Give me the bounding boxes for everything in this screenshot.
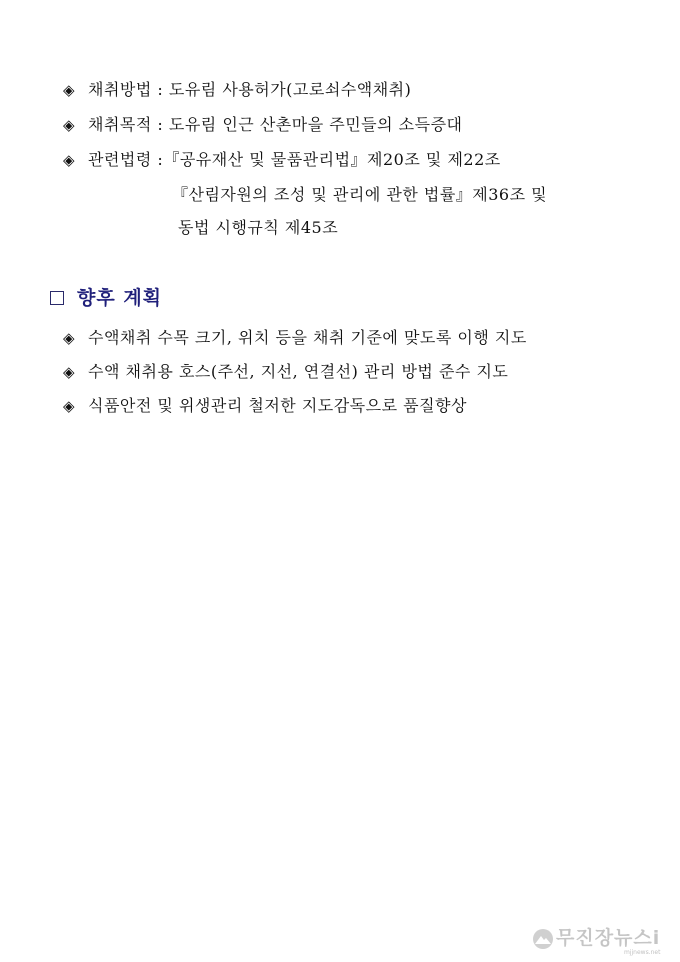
detail-separator: :	[151, 150, 164, 169]
diamond-bullet-icon: ◈	[62, 81, 76, 99]
detail-separator: :	[151, 80, 169, 99]
detail-value: 『공유재산 및 물품관리법』제20조 및 제22조	[163, 150, 501, 169]
detail-value: 도유림 인근 산촌마을 주민들의 소득증대	[168, 115, 463, 134]
plan-item	[58, 395, 618, 417]
detail-label: 채취방법	[88, 80, 152, 99]
section-heading-text: 향후 계획	[77, 287, 163, 309]
mountain-logo-icon	[532, 928, 554, 950]
diamond-bullet-icon: ◈	[62, 363, 76, 381]
plan-item-text: 식품안전 및 위생관리 철저한 지도감독으로 품질향상	[88, 396, 467, 415]
watermark-sub: mjjnews.net	[624, 949, 661, 956]
detail-item-method	[58, 79, 618, 101]
watermark	[532, 924, 672, 954]
watermark-suffix: i	[652, 927, 661, 949]
watermark-text: 무진장뉴스	[556, 927, 653, 949]
detail-item-purpose	[58, 114, 618, 136]
plan-item	[58, 327, 618, 349]
square-bullet-icon	[50, 291, 64, 305]
detail-label: 관련법령	[88, 150, 152, 169]
diamond-bullet-icon: ◈	[62, 397, 76, 415]
diamond-bullet-icon: ◈	[62, 329, 76, 347]
plan-item	[58, 361, 618, 383]
detail-value: 도유림 사용허가(고로쇠수액채취)	[168, 80, 412, 99]
detail-law-continuation: 동법 시행규칙 제45조	[178, 218, 339, 237]
diamond-bullet-icon: ◈	[62, 116, 76, 134]
diamond-bullet-icon: ◈	[62, 151, 76, 169]
detail-law-continuation: 『산림자원의 조성 및 관리에 관한 법률』제36조 및	[172, 185, 548, 204]
plan-item-text: 수액 채취용 호스(주선, 지선, 연결선) 관리 방법 준수 지도	[88, 362, 509, 381]
detail-separator: :	[151, 115, 169, 134]
plan-item-text: 수액채취 수목 크기, 위치 등을 채취 기준에 맞도록 이행 지도	[88, 328, 527, 347]
detail-label: 채취목적	[88, 115, 152, 134]
detail-item-law	[58, 149, 618, 171]
